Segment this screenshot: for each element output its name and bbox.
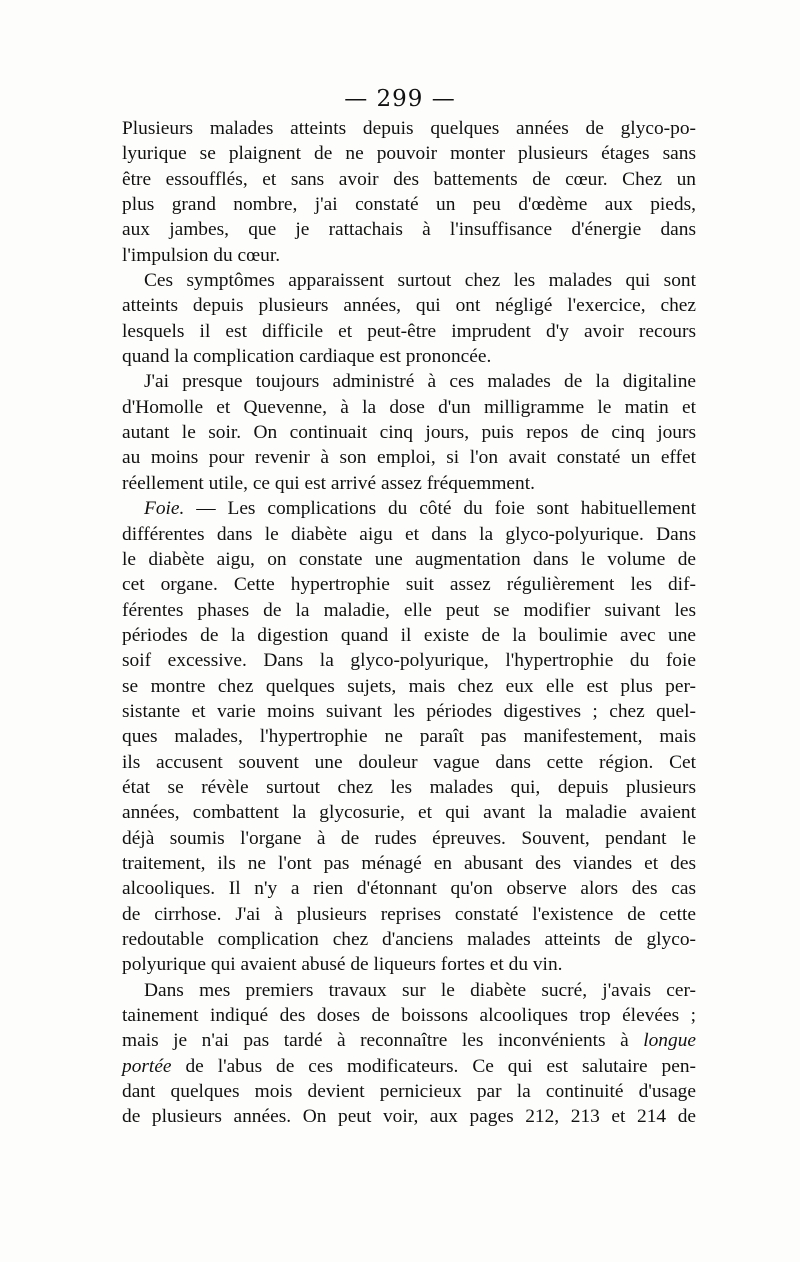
text-line — [122, 724, 696, 749]
text-line — [122, 547, 696, 572]
line-text: être essoufflés, et sans avoir des battements de cœur. Chez un — [122, 168, 696, 190]
text-line — [122, 369, 696, 394]
line-text: différentes dans le diabète aigu et dans la glyco-polyurique. Dans — [122, 523, 696, 545]
text-line — [122, 699, 696, 724]
body-text — [122, 116, 696, 1130]
text-line — [122, 522, 696, 547]
text-line — [122, 395, 696, 420]
text-line — [122, 978, 696, 1003]
text-line — [122, 800, 696, 825]
line-text: au moins pour revenir à son emploi, si l'on avait constaté un effet — [122, 447, 696, 469]
text-line — [122, 496, 696, 521]
text-line — [122, 648, 696, 673]
line-text: Ces symptômes apparaissent surtout chez les malades qui sont — [144, 270, 696, 292]
line-text: ils accusent souvent une douleur vague dans cette région. Cet — [122, 751, 696, 773]
text-line — [122, 876, 696, 901]
line-text: de l'abus de ces modificateurs. Ce qui est salutaire pen- — [171, 1055, 696, 1077]
italic-term: portée — [122, 1055, 172, 1077]
text-line — [122, 1079, 696, 1104]
line-text: cet organe. Cette hypertrophie suit assez régulièrement les dif- — [122, 574, 696, 596]
line-text: férentes phases de la maladie, elle peut se modifier suivant les — [122, 599, 696, 621]
line-text: J'ai presque toujours administré à ces malades de la digitaline — [144, 371, 696, 393]
text-line — [122, 674, 696, 699]
text-line — [122, 1028, 696, 1053]
page-number: — 299 — — [344, 86, 456, 112]
line-text: tainement indiqué des doses de boissons alcooliques trop élevées ; — [122, 1005, 696, 1027]
line-text: aux jambes, que je rattachais à l'insuffisance d'énergie dans — [122, 219, 696, 241]
text-line — [122, 268, 696, 293]
text-line — [122, 217, 696, 242]
text-line — [122, 902, 696, 927]
line-text: dant quelques mois devient pernicieux par la continuité d'usage — [122, 1081, 696, 1103]
text-line — [122, 344, 696, 369]
text-line — [122, 192, 696, 217]
text-line — [122, 952, 696, 977]
line-text: d'Homolle et Quevenne, à la dose d'un milligramme le matin et — [122, 396, 696, 418]
line-text: soif excessive. Dans la glyco-polyurique, l'hypertrophie du foie — [122, 650, 696, 672]
line-text: le diabète aigu, on constate une augmentation dans le volume de — [122, 548, 696, 570]
text-line — [122, 167, 696, 192]
italic-term: Foie. — [144, 498, 185, 520]
line-text: redoutable complication chez d'anciens malades atteints de glyco- — [122, 929, 696, 950]
text-line — [122, 1003, 696, 1028]
line-text: périodes de la digestion quand il existe de la boulimie avec une — [122, 624, 696, 646]
text-line — [122, 243, 696, 268]
italic-term: longue — [643, 1030, 696, 1052]
line-text: plus grand nombre, j'ai constaté un peu d'œdème aux pieds, — [122, 194, 696, 216]
line-text: de plusieurs années. On peut voir, aux pages 212, 213 et 214 de — [122, 1106, 696, 1128]
line-text: atteints depuis plusieurs années, qui ont négligé l'exercice, chez — [122, 295, 696, 317]
line-text: état se révèle surtout chez les malades qui, depuis plusieurs — [122, 776, 696, 798]
line-text: Dans mes premiers travaux sur le diabète sucré, j'avais cer- — [144, 979, 696, 1001]
text-line — [122, 1054, 696, 1079]
text-line — [122, 927, 696, 952]
line-text: réellement utile, ce qui est arrivé assez fréquemment. — [122, 472, 535, 494]
line-text: polyurique qui avaient abusé de liqueurs fortes et du vin. — [122, 954, 563, 976]
line-text: lyurique se plaignent de ne pouvoir monter plusieurs étages sans — [122, 143, 696, 165]
line-text: ques malades, l'hypertrophie ne paraît pas manifestement, mais — [122, 726, 696, 748]
line-text: quand la complication cardiaque est prononcée. — [122, 346, 492, 368]
line-text: lesquels il est difficile et peut-être imprudent d'y avoir recours — [122, 320, 696, 342]
text-line — [122, 319, 696, 344]
text-line — [122, 116, 696, 141]
line-text: de cirrhose. J'ai à plusieurs reprises constaté l'existence de cette — [122, 903, 696, 925]
line-text: se montre chez quelques sujets, mais chez eux elle est plus per- — [122, 675, 696, 697]
text-line — [122, 572, 696, 597]
text-line — [122, 750, 696, 775]
line-text: déjà soumis l'organe à de rudes épreuves. Souvent, pendant le — [122, 827, 696, 849]
text-line — [122, 623, 696, 648]
line-text: années, combattent la glycosurie, et qui avant la maladie avaient — [122, 802, 696, 824]
line-text: l'impulsion du cœur. — [122, 244, 281, 266]
text-line — [122, 1104, 696, 1129]
text-line — [122, 598, 696, 623]
text-line — [122, 826, 696, 851]
text-line — [122, 293, 696, 318]
text-line — [122, 471, 696, 496]
line-text: traitement, ils ne l'ont pas ménagé en abusant des viandes et des — [122, 852, 696, 874]
line-text: Plusieurs malades atteints depuis quelques années de glyco-po- — [122, 118, 696, 139]
line-text: mais je n'ai pas tardé à reconnaître les inconvénients à — [122, 1030, 644, 1052]
line-text: alcooliques. Il n'y a rien d'étonnant qu'on observe alors des cas — [122, 878, 696, 900]
text-line — [122, 851, 696, 876]
line-text: — Les complications du côté du foie sont habituellement — [184, 498, 696, 520]
line-text: autant le soir. On continuait cinq jours, puis repos de cinq jours — [122, 422, 696, 444]
text-line — [122, 141, 696, 166]
text-line — [122, 420, 696, 445]
text-line — [122, 445, 696, 470]
text-line — [122, 775, 696, 800]
line-text: sistante et varie moins suivant les périodes digestives ; chez quel- — [122, 700, 696, 722]
